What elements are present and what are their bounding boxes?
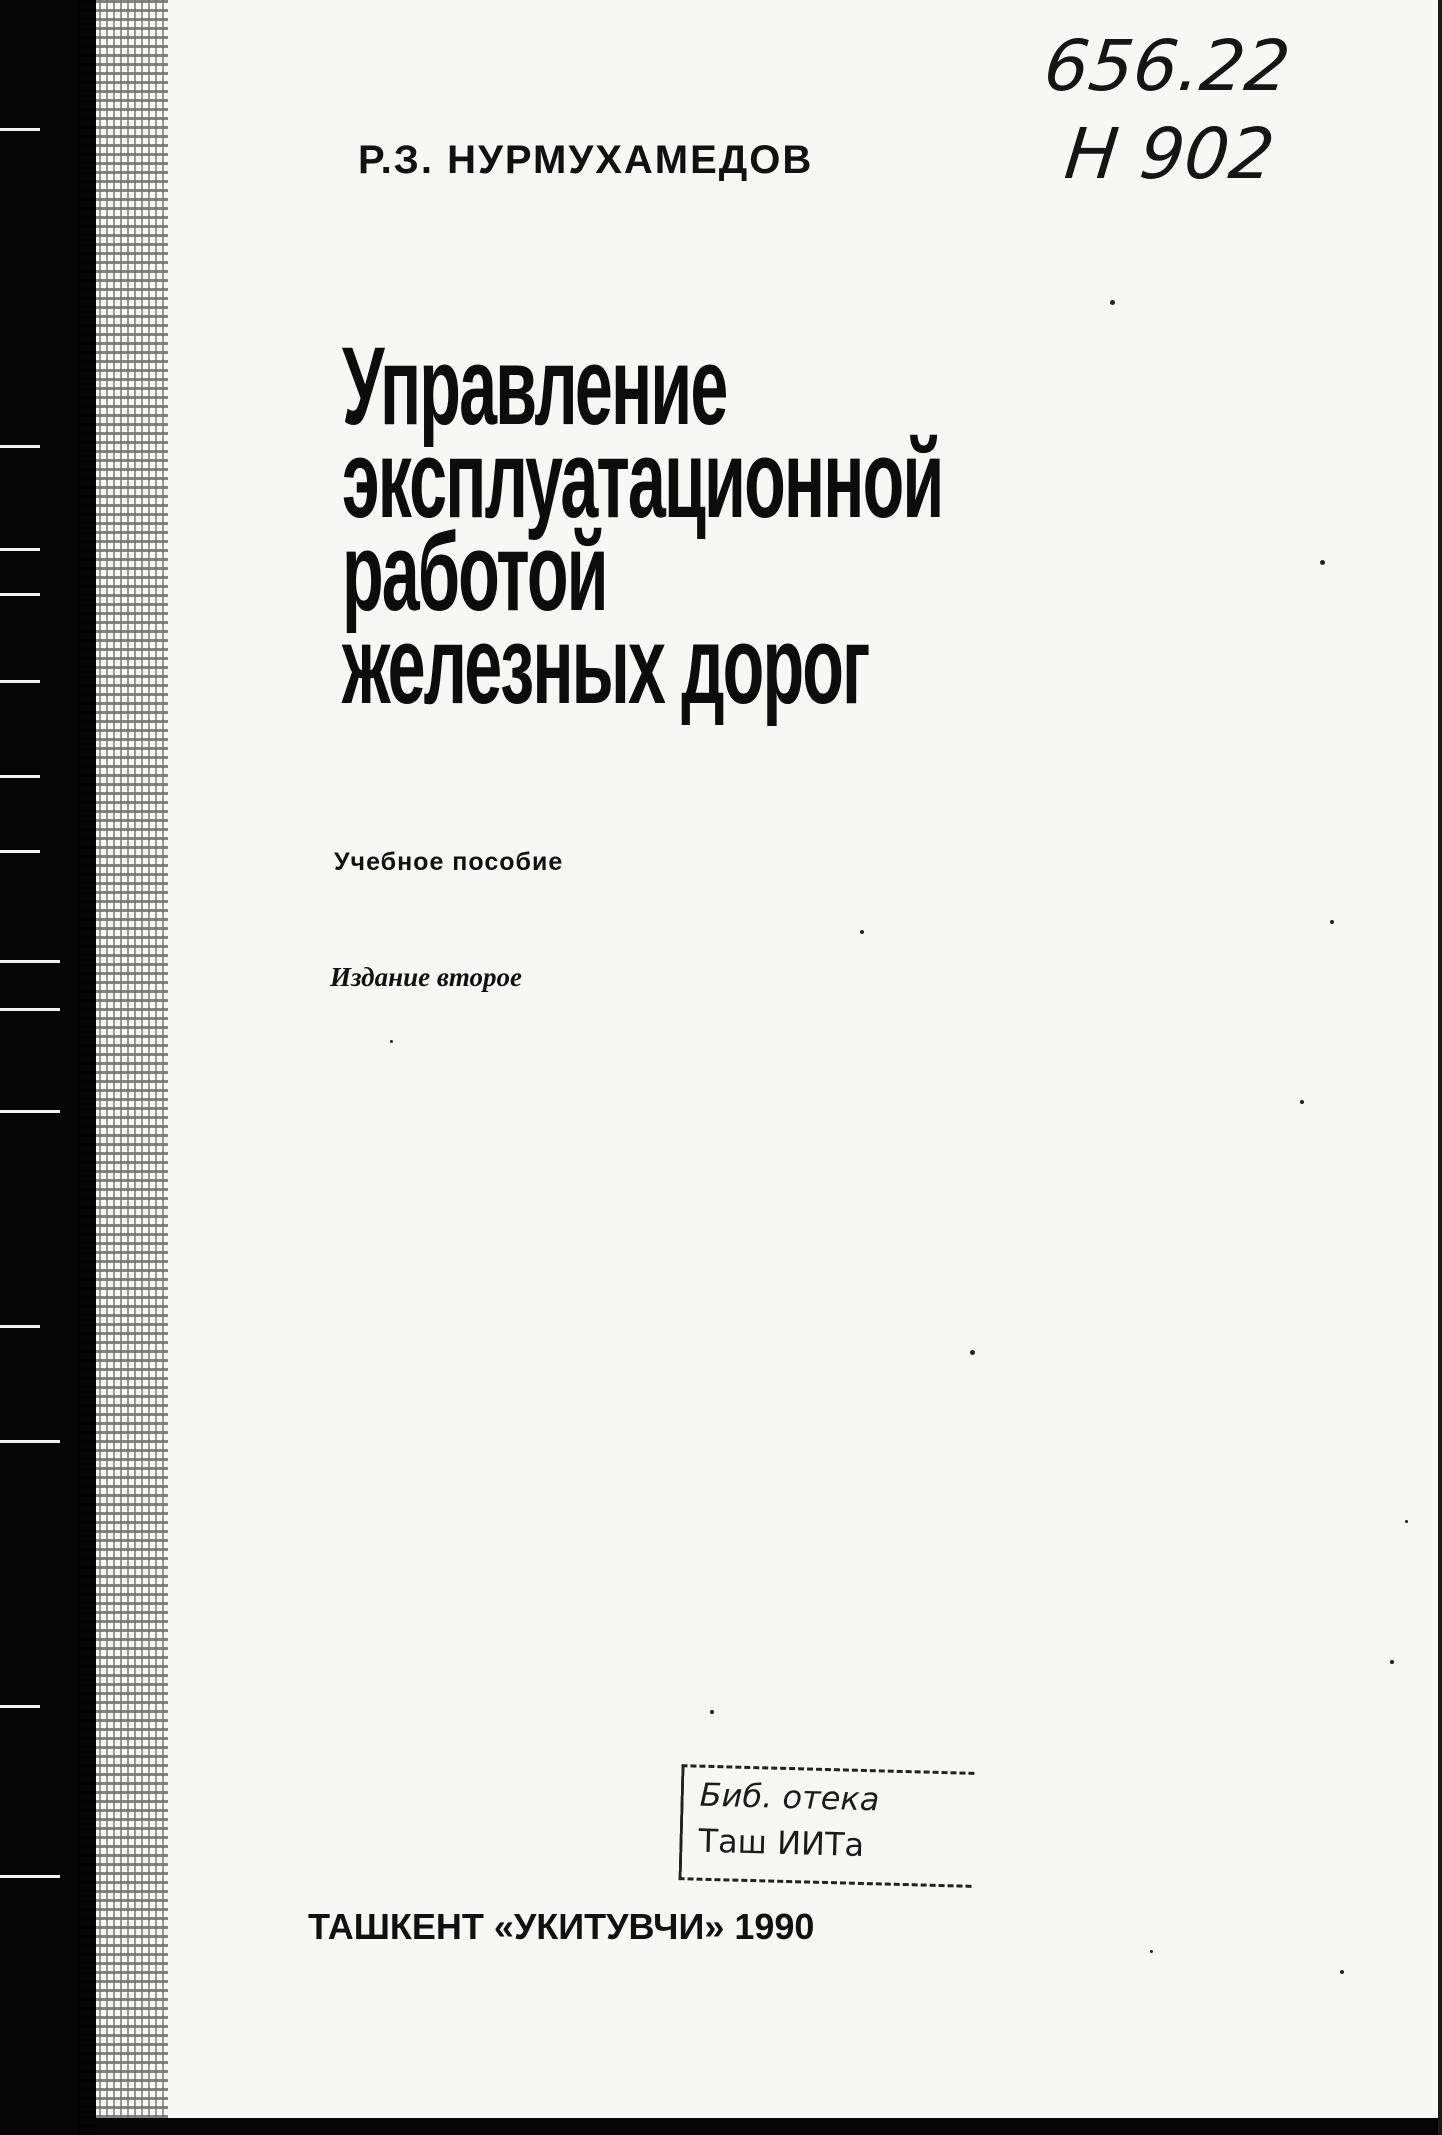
stamp-line: Тaш ИИТа	[698, 1821, 865, 1864]
title-line: работой	[342, 511, 607, 634]
scan-speck	[710, 1710, 714, 1714]
binding-scan-mark	[0, 128, 40, 131]
library-stamp	[679, 1764, 975, 1888]
scan-speck	[1150, 1950, 1153, 1953]
title-line: Управление	[342, 325, 727, 448]
title-line: эксплуатационной	[342, 418, 943, 541]
binding-scan-mark	[0, 1705, 40, 1708]
scan-speck	[860, 930, 864, 934]
title-line: железных дорог	[342, 604, 869, 727]
binding-scan-mark	[0, 960, 60, 963]
scan-speck	[1340, 1970, 1344, 1974]
scan-speck	[1110, 300, 1115, 305]
scan-speck	[1405, 1520, 1408, 1523]
edition-note: Издание второе	[330, 962, 523, 992]
binding-scan-mark	[0, 548, 40, 551]
binding-scan-mark	[0, 680, 40, 683]
bottom-scan-edge	[96, 2118, 1442, 2135]
author-name: Р.З. НУРМУХАМЕДОВ	[358, 138, 814, 182]
right-scan-edge	[1438, 0, 1442, 2135]
book-title	[342, 325, 1042, 727]
binding-scan-mark	[0, 1008, 60, 1011]
binding-scan-mark	[0, 1440, 60, 1443]
book-subtitle: Учебное пособие	[334, 848, 564, 876]
publisher-imprint: ТАШКЕНТ «УКИТУВЧИ» 1990	[308, 1906, 815, 1947]
shelfmark-classification: 656.22	[1040, 25, 1294, 107]
binding-scan-mark	[0, 1875, 60, 1878]
scan-speck	[390, 1040, 393, 1043]
binding-scan-mark	[0, 445, 40, 448]
stamp-line: Биб. отека	[699, 1775, 880, 1819]
handwritten-shelfmark	[1031, 22, 1349, 198]
scan-speck	[1320, 560, 1325, 565]
binding-scan-mark	[0, 1110, 60, 1113]
scan-speck	[1390, 1660, 1394, 1664]
binding-edge-noise	[78, 0, 168, 2135]
binding-scan-mark	[0, 850, 40, 853]
binding-scan-mark	[0, 593, 40, 596]
binding-scan-mark	[0, 775, 40, 778]
binding-scan-mark	[0, 1325, 40, 1328]
scan-speck	[1300, 1100, 1304, 1104]
scan-speck	[1330, 920, 1334, 924]
shelfmark-author-code: Н 902	[1061, 113, 1279, 195]
scan-speck	[970, 1350, 975, 1355]
